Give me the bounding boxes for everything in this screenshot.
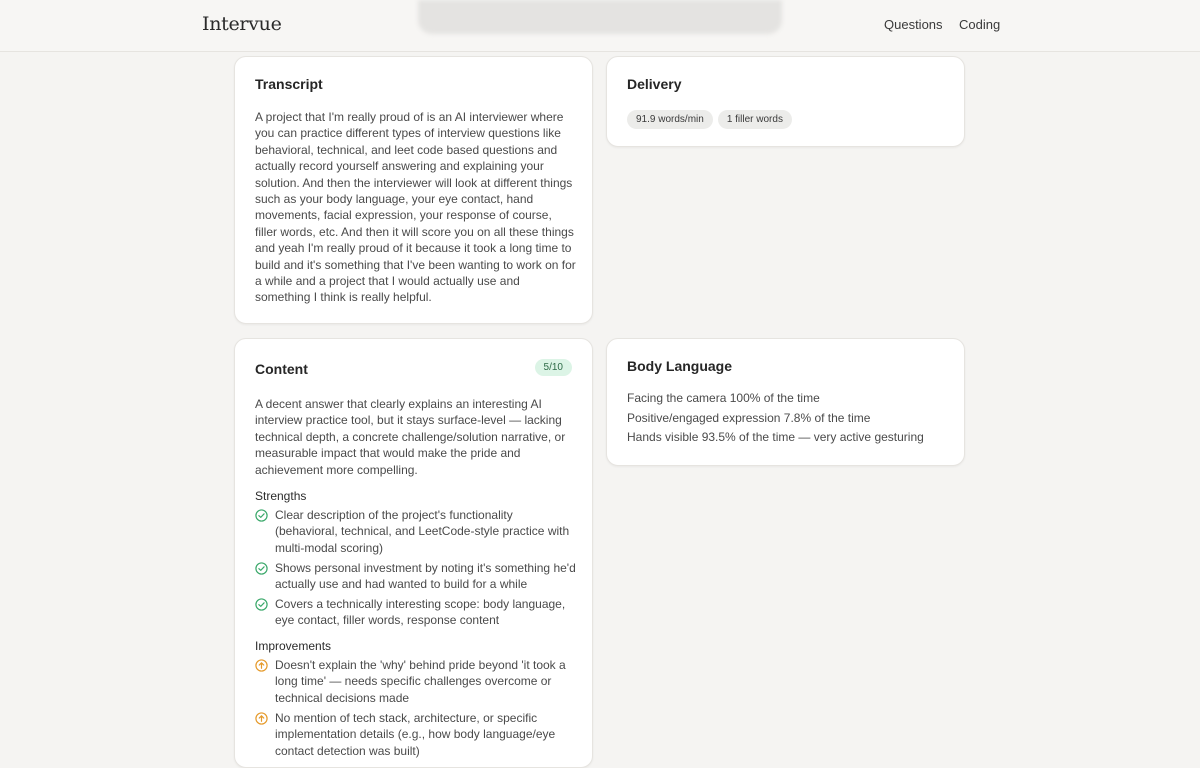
strength-text: Shows personal investment by noting it's something he'd actually use and had wanted to build for a while [275,560,576,592]
improvement-item [255,657,577,706]
strength-text: Covers a technically interesting scope: body language, eye contact, filler words, response content [275,597,566,628]
transcript-title: Transcript [255,76,323,92]
strengths-list [255,507,577,632]
transcript-text: A project that I'm really proud of is an AI interviewer where you can practice different types of interview questions like behavioral, technical, and leet code based questions and actually record yourself answering and explaining your solution. And then the interviewer will look at different things such as your body language, your eye contact, hand movements, facial expression, your response of course, filler words, etc. And then it will score you on all these things and yeah I'm really proud of it because it took a long time to build and it's something that I've been wanting to work on for a while and a project that I would actually use and something I think is really helpful. [255,110,576,305]
hands-visible-stat: Hands visible 93.5% of the time — very active gesturing [627,430,924,445]
blurred-header-region [418,0,782,34]
improvements-heading: Improvements [255,639,332,653]
delivery-title: Delivery [627,76,682,92]
content-card [234,338,593,768]
filler-words-pill: 1 filler words [718,110,792,129]
words-per-minute-pill: 91.9 words/min [627,110,713,129]
expression-stat: Positive/engaged expression 7.8% of the time [627,410,871,425]
strength-item [255,596,577,629]
improvement-text: No mention of tech stack, architecture, or specific implementation details (e.g., how body language/eye contact detection was built) [275,710,556,758]
arrow-up-circle-icon [255,659,268,672]
body-language-title: Body Language [627,358,733,374]
body-language-stats [627,389,949,448]
check-circle-icon [255,509,268,522]
delivery-card [606,56,965,147]
delivery-pills [627,109,797,129]
body-language-card [606,338,965,466]
strength-item [255,560,577,593]
content-title: Content [255,361,308,377]
strengths-heading: Strengths [255,489,307,503]
check-circle-icon [255,598,268,611]
improvement-item [255,710,577,759]
improvements-list [255,657,577,762]
facing-camera-stat: Facing the camera 100% of the time [627,391,820,405]
content-summary: A decent answer that clearly explains an interesting AI interview practice tool, but it stays surface-level — lacking technical depth, a concrete challenge/solution narrative, or measurable impact that would make the pride and achievement more compelling. [255,397,566,477]
strength-item [255,507,577,556]
check-circle-icon [255,562,268,575]
strength-text: Clear description of the project's functionality (behavioral, technical, and LeetCode-style practice with multi-modal scoring) [275,508,570,555]
content-score-badge: 5/10 [535,359,572,376]
transcript-card [234,56,593,324]
nav-questions[interactable]: Questions [884,17,943,32]
top-bar [0,0,1200,52]
improvement-text: Doesn't explain the 'why' behind pride beyond 'it took a long time' — needs specific challenges overcome or technical decisions made [275,658,566,705]
arrow-up-circle-icon [255,712,268,725]
brand-logo[interactable]: Intervue [202,13,282,35]
nav-coding[interactable]: Coding [959,17,1001,32]
